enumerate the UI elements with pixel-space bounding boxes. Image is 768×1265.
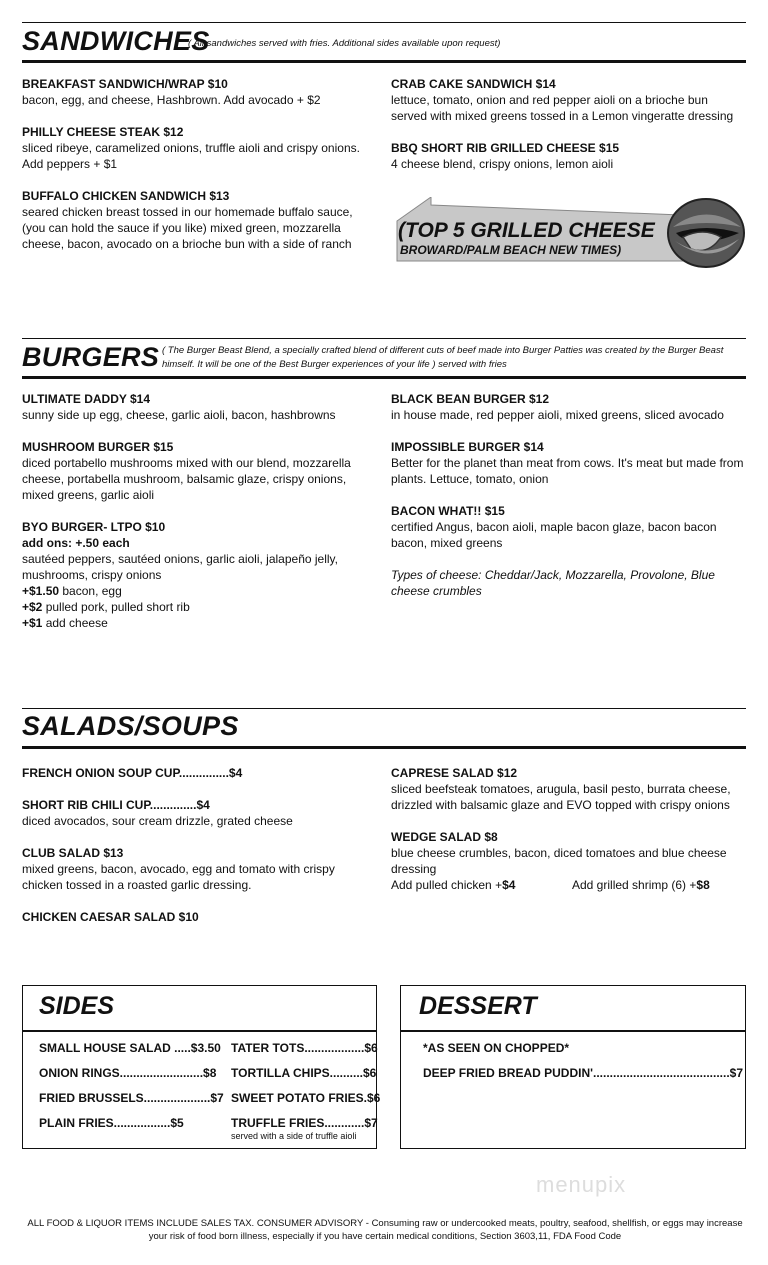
menu-item [22, 188, 377, 252]
item-name: ULTIMATE DADDY $14 [22, 392, 151, 406]
extra-line [22, 615, 377, 631]
side-item: FRIED BRUSSELS....................$7 [39, 1091, 224, 1105]
item-name: CHICKEN CAESAR SALAD $10 [22, 910, 199, 924]
item-desc: sliced beefsteak tomatoes, arugula, basil pesto, burrata cheese, drizzled with balsamic glaze and EVO topped with crispy onions [391, 782, 731, 812]
menu-item [391, 765, 746, 813]
side-item: SMALL HOUSE SALAD .....$3.50 [39, 1041, 221, 1055]
item-desc: mixed greens, bacon, avocado, egg and tomato with crispy chicken tossed in a roasted garlic dressing. [22, 862, 335, 892]
divider [22, 60, 746, 63]
dessert-item: DEEP FRIED BREAD PUDDIN'.........................................$7 [423, 1066, 744, 1080]
side-item: ONION RINGS.........................$8 [39, 1066, 217, 1080]
award-banner-text [398, 220, 655, 258]
lips-icon [668, 199, 744, 267]
sandwiches-note: ( All sandwiches served with fries. Additional sides available upon request) [188, 38, 501, 49]
item-desc: seared chicken breast tossed in our homemade buffalo sauce, (you can hold the sauce if you like) mixed green, mozzarella cheese, bacon, avocado on a brioche bun with a side of ranch [22, 205, 353, 251]
item-name: BBQ SHORT RIB GRILLED CHEESE $15 [391, 141, 620, 155]
menu-item [391, 391, 746, 423]
salads-right-column [391, 765, 746, 909]
extra-text: pulled pork, pulled short rib [42, 600, 190, 614]
item-desc: diced avocados, sour cream drizzle, grated cheese [22, 814, 293, 828]
item-name: BLACK BEAN BURGER $12 [391, 392, 550, 406]
item-desc: diced portabello mushrooms mixed with our blend, mozzarella cheese, portabella mushroom, balsamic glaze, crispy onions, mixed greens, garlic aioli [22, 456, 351, 502]
banner-line1: (TOP 5 GRILLED CHEESE [398, 219, 655, 242]
side-item: SWEET POTATO FRIES.$6 [231, 1091, 381, 1105]
extra-price: +$1 [22, 616, 43, 630]
menu-item [391, 439, 746, 487]
banner-line2: BROWARD/PALM BEACH NEW TIMES) [400, 243, 622, 257]
item-desc: blue cheese crumbles, bacon, diced tomatoes and blue cheese dressing [391, 846, 727, 876]
item-name: MUSHROOM BURGER $15 [22, 440, 174, 454]
divider [22, 746, 746, 749]
item-name: PHILLY CHEESE STEAK $12 [22, 125, 184, 139]
byo-burger [22, 519, 377, 631]
dessert-title: DESSERT [419, 992, 537, 1020]
menu-item [22, 845, 377, 893]
sandwiches-left-column [22, 76, 377, 268]
side-item: TRUFFLE FRIES............$7 [231, 1116, 378, 1130]
extra-price: +$1.50 [22, 584, 60, 598]
salad-addons [391, 877, 746, 893]
item-name: BUFFALO CHICKEN SANDWICH $13 [22, 189, 230, 203]
salads-left-column [22, 765, 377, 941]
menu-item [22, 797, 377, 829]
menu-item [22, 391, 377, 423]
extra-text: add cheese [42, 616, 108, 630]
item-name: CLUB SALAD $13 [22, 846, 124, 860]
cheese-note: Types of cheese: Cheddar/Jack, Mozzarella, Provolone, Blue cheese crumbles [391, 568, 715, 598]
truffle-note: served with a side of truffle aioli [231, 1131, 357, 1141]
extra-text: bacon, egg [59, 584, 122, 598]
item-desc: bacon, egg, and cheese, Hashbrown. Add avocado + $2 [22, 93, 321, 107]
menu-item [22, 76, 377, 108]
item-name: CRAB CAKE SANDWICH $14 [391, 77, 556, 91]
item-name: BACON WHAT!! $15 [391, 504, 505, 518]
divider [401, 1030, 745, 1032]
menu-item [22, 909, 377, 925]
item-desc: in house made, red pepper aioli, mixed greens, sliced avocado [391, 408, 724, 422]
item-desc: 4 cheese blend, crispy onions, lemon aioli [391, 157, 614, 171]
divider [23, 1030, 376, 1032]
sides-box [22, 985, 381, 1149]
item-desc: Better for the planet than meat from cows. It's meat but made from plants. Lettuce, tomato, onion [391, 456, 744, 486]
burgers-note: ( The Burger Beast Blend, a specially crafted blend of different cuts of beef made into Burger Patties was created by the Burger Beast himself. It will be one of the Best Burger experiences of your life ) served with fries [162, 345, 724, 370]
divider [22, 22, 746, 23]
menu-item [391, 503, 746, 551]
menu-item [22, 765, 377, 781]
side-item: PLAIN FRIES.................$5 [39, 1116, 184, 1130]
item-name: FRENCH ONION SOUP CUP...............$4 [22, 766, 243, 780]
item-desc: certified Angus, bacon aioli, maple bacon glaze, bacon bacon bacon, mixed greens [391, 520, 717, 550]
extra-line [22, 583, 377, 599]
item-name: BREAKFAST SANDWICH/WRAP $10 [22, 77, 228, 91]
footer-advisory: ALL FOOD & LIQUOR ITEMS INCLUDE SALES TAX. CONSUMER ADVISORY - Consuming raw or undercooked meats, poultry, seafood, shellfish, or eggs may increase your risk of food born illness, especially if you have certain medical conditions, Section 3603,11, FDA Food Code [27, 1218, 743, 1242]
divider [22, 338, 746, 339]
item-name: BYO BURGER- LTPO $10 [22, 520, 166, 534]
burgers-right-column [391, 391, 746, 599]
item-name: SHORT RIB CHILI CUP..............$4 [22, 798, 210, 812]
addon-shrimp: Add grilled shrimp (6) +$8 [572, 878, 710, 892]
menu-item [391, 76, 746, 124]
divider [22, 376, 746, 379]
sandwiches-right-column [391, 76, 746, 188]
item-desc: lettuce, tomato, onion and red pepper aioli on a brioche bun served with mixed greens tossed in a Lemon vingeratte dressing [391, 93, 734, 123]
addons-label: add ons: +.50 each [22, 536, 130, 550]
side-item: TORTILLA CHIPS..........$6 [231, 1066, 377, 1080]
item-desc: sunny side up egg, cheese, garlic aioli, bacon, hashbrowns [22, 408, 336, 422]
divider [22, 708, 746, 709]
item-name: CAPRESE SALAD $12 [391, 766, 518, 780]
burgers-left-column [22, 391, 377, 647]
dessert-box [400, 985, 746, 1149]
addon-chicken: Add pulled chicken +$4 [391, 878, 516, 892]
menu-item [391, 829, 746, 893]
sides-title: SIDES [39, 992, 115, 1020]
salads-title: SALADS/SOUPS [22, 711, 239, 741]
extra-line [22, 599, 377, 615]
burgers-title: BURGERS [22, 342, 160, 372]
side-item: TATER TOTS..................$6 [231, 1041, 378, 1055]
menu-item [22, 439, 377, 503]
addons-desc: sautéed peppers, sautéed onions, garlic aioli, jalapeño jelly, mushrooms, crispy onions [22, 552, 338, 582]
menu-item [391, 140, 746, 172]
item-name: IMPOSSIBLE BURGER $14 [391, 440, 544, 454]
item-desc: sliced ribeye, caramelized onions, truffle aioli and crispy onions. Add peppers + $1 [22, 141, 360, 171]
watermark: menupix [536, 1172, 627, 1197]
extra-price: +$2 [22, 600, 43, 614]
sandwiches-title: SANDWICHES [22, 26, 210, 56]
item-name: WEDGE SALAD $8 [391, 830, 498, 844]
chopped-note: *AS SEEN ON CHOPPED* [423, 1041, 570, 1055]
menu-item [22, 124, 377, 172]
